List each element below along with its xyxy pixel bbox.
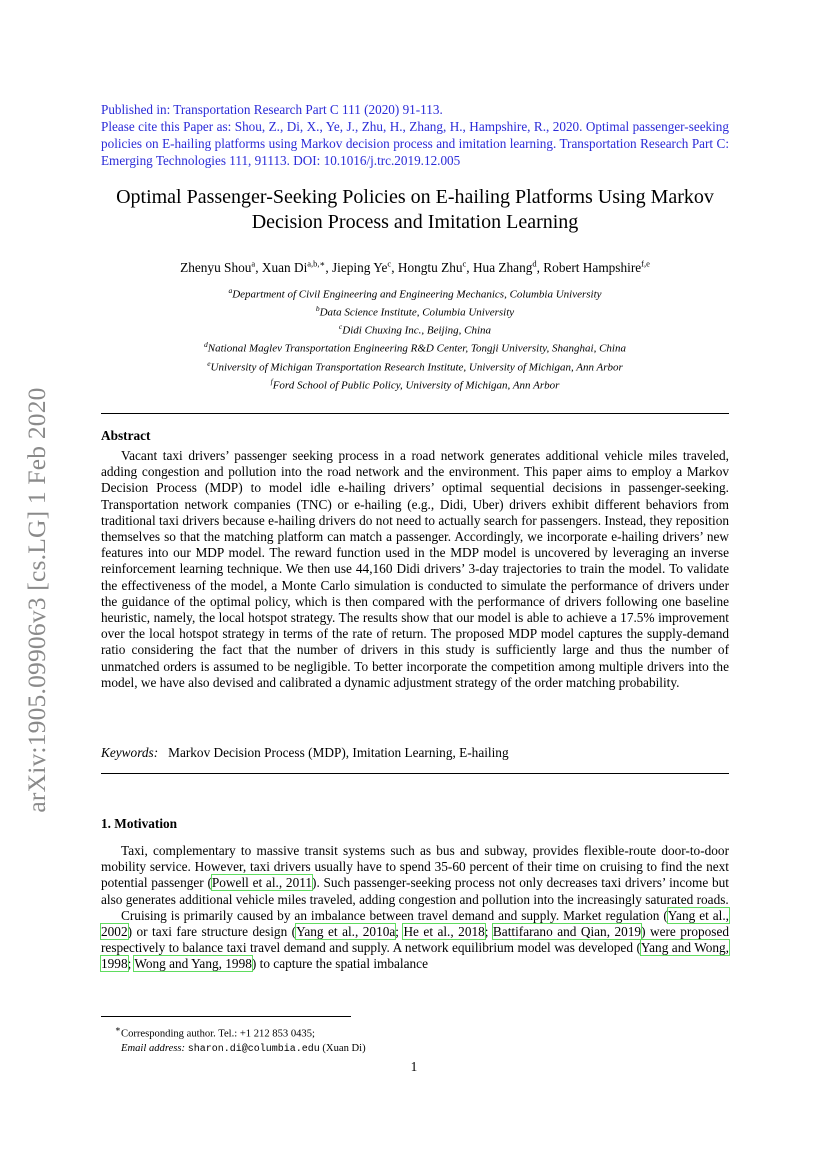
affiliation-item: $^f$Ford School of Public Policy, University of Michigan, Ann Arbor xyxy=(270,376,560,392)
citation-link[interactable]: Yang et al., 2010a xyxy=(296,924,396,940)
abstract-bottom-rule xyxy=(101,773,729,774)
author: Robert Hampshire$^{f,e}$ xyxy=(543,259,650,276)
citation-link[interactable]: He et al., 2018 xyxy=(403,924,485,940)
author: Hua Zhang$^d$, xyxy=(472,259,544,276)
author: Jieping Ye$^c$, xyxy=(332,259,398,276)
abstract-heading: Abstract xyxy=(101,428,151,443)
citation-link[interactable]: Powell et al., 2011 xyxy=(211,875,313,891)
citation-link[interactable]: Yang and Wong, 1998 xyxy=(101,940,729,972)
page-number: 1 xyxy=(410,1059,418,1074)
publication-info xyxy=(101,101,729,169)
paragraph: Cruising is primarily caused by an imbalance between travel demand and supply. Market regulation (Yang et al., 2002) or taxi fare structure design (Yang et al., 2010a; He et al., 2018; Battifarano and Qian, 2019) were proposed respectively to balance taxi travel demand and supply. A network equilibrium model was developed (Yang and Wong, 1998; Wong and Yang, 1998) to capture the spatial imbalance xyxy=(101,907,729,972)
section-body xyxy=(101,843,729,973)
keywords-label: Keywords: xyxy=(101,745,159,760)
author-list xyxy=(95,256,735,276)
footnote xyxy=(101,1022,729,1057)
publication-line[interactable]: Published in: Transportation Research Part C 111 (2020) 91-113. xyxy=(101,102,443,117)
footnote-corresponding: ∗Corresponding author. Tel.: +1 212 853 0435; xyxy=(115,1024,315,1040)
arxiv-identifier: arXiv:1905.09906v3 [cs.LG] 1 Feb 2020 xyxy=(22,387,51,813)
citation-link[interactable]: Battifarano and Qian, 2019 xyxy=(492,924,642,940)
citation-link[interactable]: Wong and Yang, 1998 xyxy=(134,956,252,972)
author-affiliation-marker[interactable]: d xyxy=(532,259,537,269)
footnote-email: Email address: sharon.di@columbia.edu (Xuan Di) xyxy=(121,1042,366,1055)
affiliation-item: $^e$University of Michigan Transportation Research Institute, University of Michigan, Ann Arbor xyxy=(207,358,623,374)
paragraph: Taxi, complementary to massive transit systems such as bus and subway, provides flexible-route door-to-door mobility service. However, taxi drivers usually have to spend 35-60 percent of their time on cruising to find the next potential passenger (Powell et al., 2011). Such passenger-seeking process not only decreases taxi drivers’ income but also generates additional vehicle miles traveled, adding congestion and pollution into the increasingly saturated roads. xyxy=(101,843,729,907)
affiliation-item: $^d$National Maglev Transportation Engineering R&D Center, Tongji University, Shanghai, China xyxy=(204,340,626,356)
affiliation-list xyxy=(95,284,735,393)
author-affiliation-marker[interactable]: a xyxy=(251,259,256,269)
section-heading: 1. Motivation xyxy=(101,816,178,831)
affiliation-item: $^b$Data Science Institute, Columbia University xyxy=(315,304,515,319)
paper-title: Optimal Passenger-Seeking Policies on E-hailing Platforms Using Markov Decision Process and Imitation Learning xyxy=(116,186,714,233)
citation-instruction[interactable]: Please cite this Paper as: Shou, Z., Di, X., Ye, J., Zhu, H., Zhang, H., Hampshire, R., 2020. Optimal passenger-seeking policies on E-hailing platforms using Markov decision process and imitation learning. Transportation Research Part C: Emerging Technologies 111, 91113. DOI: 10.1016/j.trc.2019.12.005 xyxy=(101,119,729,168)
author: Hongtu Zhu$^c$, xyxy=(397,259,473,276)
author-affiliation-marker[interactable]: c xyxy=(462,259,467,269)
footnote-rule xyxy=(101,1016,351,1017)
keywords xyxy=(101,745,729,761)
author: Zhenyu Shou$^a$, xyxy=(180,259,262,276)
citation-link[interactable]: Yang et al., 2002 xyxy=(101,907,729,940)
keywords-text: Markov Decision Process (MDP), Imitation Learning, E-hailing xyxy=(168,745,509,760)
author-affiliation-marker[interactable]: c xyxy=(387,259,392,269)
author: Xuan $Di^{a,b,∗}$, xyxy=(261,259,332,276)
abstract-top-rule xyxy=(101,413,729,414)
affiliation-item: $^c$Didi Chuxing Inc., Beijing, China xyxy=(338,322,492,337)
arxiv-sidebar xyxy=(17,360,57,840)
author-affiliation-marker[interactable]: a,b,∗ xyxy=(307,259,326,269)
abstract-body: Vacant taxi drivers’ passenger seeking process in a road network generates additional vehicle miles traveled, adding congestion and pollution into the road network and the environment. This paper aims to employ a Markov Decision Process (MDP) to model idle e-hailing drivers’ optimal sequential decisions in passenger-seeking. Transportation network companies (TNC) or e-hailing (e.g., Didi, Uber) drivers exhibit different behaviors from traditional taxi drivers because e-hailing drivers do not need to actually search for passengers. Instead, they reposition themselves so that the matching platform can match a passenger. Accordingly, we incorporate e-hailing drivers’ new features into our MDP model. The reward function used in the MDP model is uncovered by leveraging an inverse reinforcement learning technique. We then use 44,160 Didi drivers’ 3-day trajectories to train the model. To validate the effectiveness of the model, a Monte Carlo simulation is conducted to simulate the performance of drivers under the guidance of the optimal policy, which is then compared with the performance of drivers following one baseline heuristic, namely, the local hotspot strategy. The results show that our model is able to achieve a 17.5% improvement over the local hotspot strategy in terms of the rate of return. The proposed MDP model captures the supply-demand ratio considering the fact that the number of drivers in this study is sufficiently large and thus the number of unmatched orders is assumed to be negligible. To better incorporate the competition among multiple drivers into the model, we have also devised and calibrated a dynamic adjustment strategy of the order matching probability. xyxy=(101,448,729,690)
email-link[interactable]: sharon.di@columbia.edu xyxy=(187,1043,320,1055)
affiliation-item: $^a$Department of Civil Engineering and Engineering Mechanics, Columbia University xyxy=(228,286,602,301)
author-affiliation-marker[interactable]: f,e xyxy=(641,259,650,269)
